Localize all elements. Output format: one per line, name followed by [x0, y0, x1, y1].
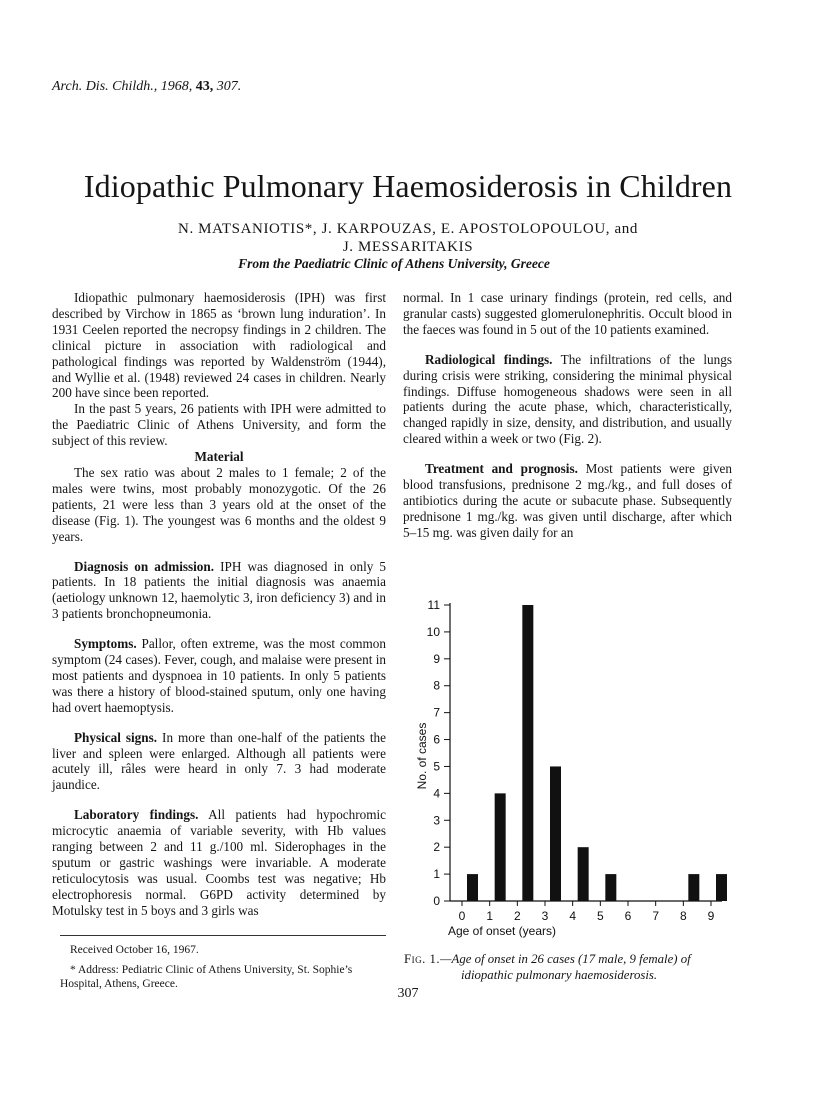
figure-caption	[404, 951, 734, 983]
age-of-onset-bar-chart	[400, 590, 740, 940]
authors-line-1: N. MATSANIOTIS*, J. KARPOUZAS, E. APOSTOLOPOULOU, and	[178, 221, 638, 237]
x-tick-label: 3	[541, 909, 549, 923]
x-tick-label: 9	[707, 909, 715, 923]
x-axis-label: Age of onset (years)	[447, 924, 557, 938]
left-column	[52, 290, 386, 919]
y-tick-label: 6	[433, 732, 440, 747]
right-column	[403, 290, 732, 541]
bar-age-3	[550, 766, 561, 901]
y-tick-label: 1	[433, 867, 440, 882]
physical-signs-heading: Physical signs.	[74, 729, 158, 745]
journal-name: Arch. Dis. Childh.	[52, 79, 154, 94]
continued-paragraph: normal. In 1 case urinary findings (protein, red cells, and granular casts) suggested glomerulonephritis. Occult blood in the faeces was found in 5 out of the 10 patients examined.	[403, 290, 732, 337]
figure-caption-line-2	[404, 967, 734, 983]
x-tick-label: 1	[486, 909, 494, 923]
radiological-paragraph	[403, 352, 732, 447]
journal-volume: 43,	[195, 79, 214, 94]
y-tick-label: 0	[433, 894, 440, 908]
received-date: Received October 16, 1967.	[70, 944, 199, 956]
bar-age-5	[605, 874, 616, 901]
physical-signs-text: In more than one-half of the patients the liver and spleen were enlarged. Although all patients were acutely ill, râles were heard in only 7. 3 had moderate jaundice.	[52, 729, 386, 793]
page-number: 307	[397, 986, 419, 1001]
x-tick-label: 2	[513, 909, 521, 923]
diagnosis-heading: Diagnosis on admission.	[74, 558, 215, 574]
figure-label: Fig. 1.	[404, 952, 441, 966]
physical-signs-paragraph	[52, 730, 386, 794]
symptoms-paragraph	[52, 636, 386, 716]
symptoms-heading: Symptoms.	[74, 636, 137, 652]
material-paragraph: The sex ratio was about 2 males to 1 female; 2 of the males were twins, most probably monozygotic. Of the 26 patients, 21 were less than 3 years old at the onset of the disease (Fig. 1). The youngest was 6 months and the oldest 9 years.	[52, 464, 386, 544]
treatment-heading: Treatment and prognosis.	[425, 461, 578, 477]
diagnosis-text: IPH was diagnosed in only 5 patients. In 18 patients the initial diagnosis was anaemia (aetiology unknown 12, haemolytic 3, iron deficiency 3) and in 3 patients bronchopneumonia.	[52, 558, 387, 622]
bar-age-4	[578, 847, 589, 901]
x-tick-label: 6	[624, 909, 632, 923]
journal-reference: Arch. Dis. Childh., 1968, 43, 307.	[52, 79, 242, 94]
journal-page: 307.	[216, 79, 242, 94]
bar-age-1	[495, 793, 506, 901]
figure-caption-line-1	[404, 951, 734, 967]
figure-caption-text-1: —Age of onset in 26 cases (17 male, 9 female) of	[440, 952, 691, 966]
radiological-heading: Radiological findings.	[425, 351, 553, 367]
symptoms-text: Pallor, often extreme, was the most common symptom (24 cases). Fever, cough, and malaise were present in most patients and dyspnoea in 10 patients. In only 5 patients was there a history of blood-stained sputum, only one having had overt haemoptysis.	[52, 636, 386, 715]
y-tick-label: 5	[433, 759, 440, 774]
affiliation: From the Paediatric Clinic of Athens University, Greece	[238, 256, 550, 271]
x-tick-label: 8	[679, 909, 687, 923]
laboratory-heading: Laboratory findings.	[74, 807, 199, 823]
bar-age-2	[522, 605, 533, 901]
x-tick-label: 4	[569, 909, 577, 923]
diagnosis-paragraph	[52, 559, 386, 623]
radiological-text: The infiltrations of the lungs during crisis were striking, considering the minimal physical findings. Diffuse homogeneous shadows were seen in all patients during the acute phase, which, characteristically, changed rapidly in size, density, and distribution, and usually cleared within a week or two (Fig. 2).	[403, 351, 732, 447]
journal-year: 1968,	[160, 79, 193, 94]
paper-title: Idiopathic Pulmonary Haemosiderosis in Children	[83, 168, 733, 204]
y-tick-label: 11	[427, 598, 440, 612]
author-list	[0, 220, 816, 256]
bar-age-9	[716, 874, 727, 901]
authors-line-2: J. MESSARITAKIS	[342, 239, 474, 255]
treatment-paragraph	[403, 461, 732, 541]
laboratory-paragraph	[52, 807, 386, 918]
y-tick-label: 8	[433, 678, 440, 693]
intro-paragraph-2: In the past 5 years, 26 patients with IPH were admitted to the Paediatric Clinic of Athens University, and form the subject of this review.	[52, 401, 386, 449]
y-axis-label: No. of cases	[415, 722, 429, 790]
bar-age-0	[467, 874, 478, 901]
intro-paragraph-1: Idiopathic pulmonary haemosiderosis (IPH) was first described by Virchow in 1865 as ‘brown lung induration’. In 1931 Ceelen reported the necropsy findings in 2 children. The clinical picture in association with radiological and pathological findings was reported by Waldenström (1944), and Wyllie et al. (1948) reviewed 24 cases in children. Nearly 200 have since been reported.	[52, 290, 386, 401]
treatment-text: Most patients were given blood transfusions, prednisone 2 mg./kg., and full doses of antibiotics during the acute or subacute phase. Subsequently prednisone 1 mg./kg. was given until discharge, after which 5–15 mg. was given daily for an	[403, 461, 732, 540]
y-tick-label: 9	[433, 651, 440, 666]
footnote-rule	[60, 935, 386, 936]
x-tick-label: 0	[458, 909, 466, 923]
x-tick-label: 7	[652, 909, 660, 923]
bar-age-8	[688, 874, 699, 901]
author-address-footnote: * Address: Pediatric Clinic of Athens University, St. Sophie’s Hospital, Athens, Greece.	[60, 964, 353, 990]
y-tick-label: 7	[433, 705, 440, 720]
laboratory-text: All patients had hypochromic microcytic anaemia of variable severity, with Hb values ranging between 2 and 11 g./100 ml. Siderophages in the sputum or gastric washings were invariable. A moderate reticulocytosis was usual. Coombs test was negative; Hb electrophoresis normal. G6PD activity determined by Motulsky test in 5 boys and 3 girls was	[52, 807, 386, 918]
x-tick-label: 5	[596, 909, 604, 923]
y-tick-label: 4	[433, 786, 440, 801]
y-tick-label: 10	[426, 624, 440, 639]
material-heading: Material	[194, 449, 244, 465]
y-tick-label: 3	[433, 813, 440, 828]
y-tick-label: 2	[433, 840, 440, 855]
figure-caption-text-2: idiopathic pulmonary haemosiderosis.	[461, 968, 658, 982]
